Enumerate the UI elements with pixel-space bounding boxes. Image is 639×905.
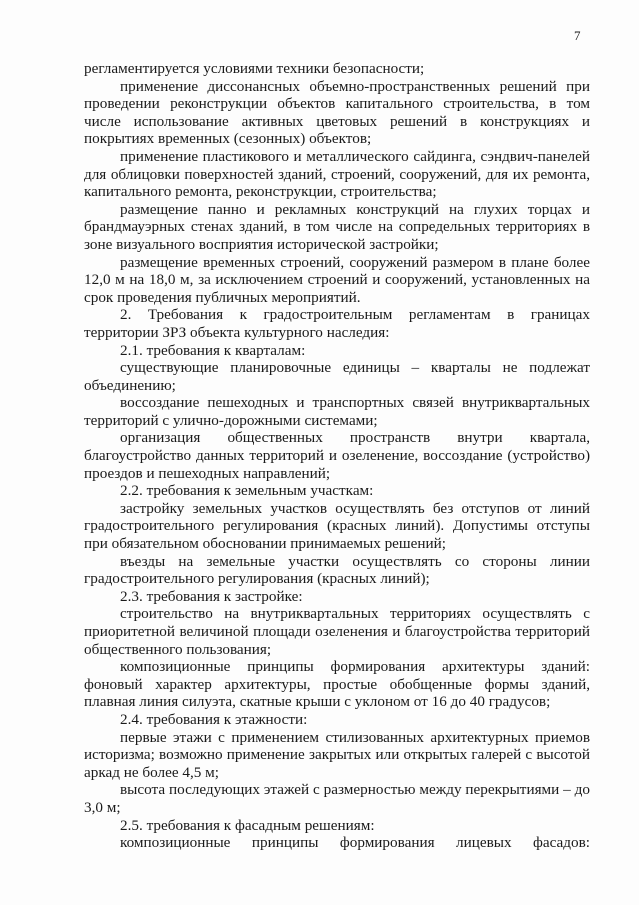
paragraph: первые этажи с применением стилизованных архитектурных приемов историзма; возможно применение закрытых или открытых галерей с высотой аркад не более 4,5 м; <box>84 728 590 781</box>
paragraph: композиционные принципы формирования архитектуры зданий: фоновый характер архитектуры, простые обобщенные формы зданий, плавная линия силуэта, скатные крыши с уклоном от 16 до 40 градусов; <box>84 658 590 711</box>
paragraph: размещение панно и рекламных конструкций на глухих торцах и брандмауэрных стенах зданий, в том числе на сопредельных территориях в зоне визуального восприятия исторической застройки; <box>84 200 590 253</box>
paragraph: 2.3. требования к застройке: <box>120 587 303 605</box>
paragraph: существующие планировочные единицы – кварталы не подлежат объединению; <box>84 359 590 394</box>
paragraph: размещение временных строений, сооружений размером в плане более 12,0 м на 18,0 м, за исключением строений и сооружений, установленных на срок проведения публичных мероприятий. <box>84 253 590 306</box>
paragraph: применение диссонансных объемно-пространственных решений при проведении реконструкции объектов капитального строительства, в том числе использование активных цветовых решений в конструкциях и покрытиях временных (сезонных) объектов; <box>84 77 590 148</box>
paragraph: 2.2. требования к земельным участкам: <box>120 482 374 500</box>
paragraph: 2.1. требования к кварталам: <box>120 341 306 359</box>
paragraph: применение пластикового и металлического сайдинга, сэндвич-панелей для облицовки поверхностей зданий, строений, сооружений, для их ремонта, капитального ремонта, реконструкции, строительства; <box>84 147 590 201</box>
paragraph: регламентируется условиями техники безопасности; <box>84 60 425 77</box>
page-number: 7 <box>574 28 581 43</box>
paragraph: высота последующих этажей с размерностью между перекрытиями – до 3,0 м; <box>84 781 590 816</box>
paragraph: организация общественных пространств внутри квартала, благоустройство данных территорий и озеленение, воссоздание (устройство) проездов и пешеходных направлений; <box>84 429 590 482</box>
paragraph: въезды на земельные участки осуществлять со стороны линии градостроительного регулирования (красных линий); <box>84 552 590 588</box>
paragraph: 2. Требования к градостроительным регламентам в границах территории ЗРЗ объекта культурного наследия: <box>84 306 590 341</box>
paragraph: композиционные принципы формирования лицевых фасадов: <box>120 834 590 852</box>
paragraph: воссоздание пешеходных и транспортных связей внутриквартальных территорий с улично-дорожными системами; <box>84 394 590 429</box>
paragraph: строительство на внутриквартальных территориях осуществлять с приоритетной величиной площади озеленения и благоустройства территорий общественного пользования; <box>84 605 590 658</box>
paragraph: 2.5. требования к фасадным решениям: <box>120 816 375 834</box>
paragraph: застройку земельных участков осуществлять без отступов от линий градостроительного регулирования (красных линий). Допустимы отступы при обязательном обосновании принимаемых решений; <box>84 499 590 553</box>
paragraph: 2.4. требования к этажности: <box>120 710 308 728</box>
document-body <box>84 60 590 852</box>
